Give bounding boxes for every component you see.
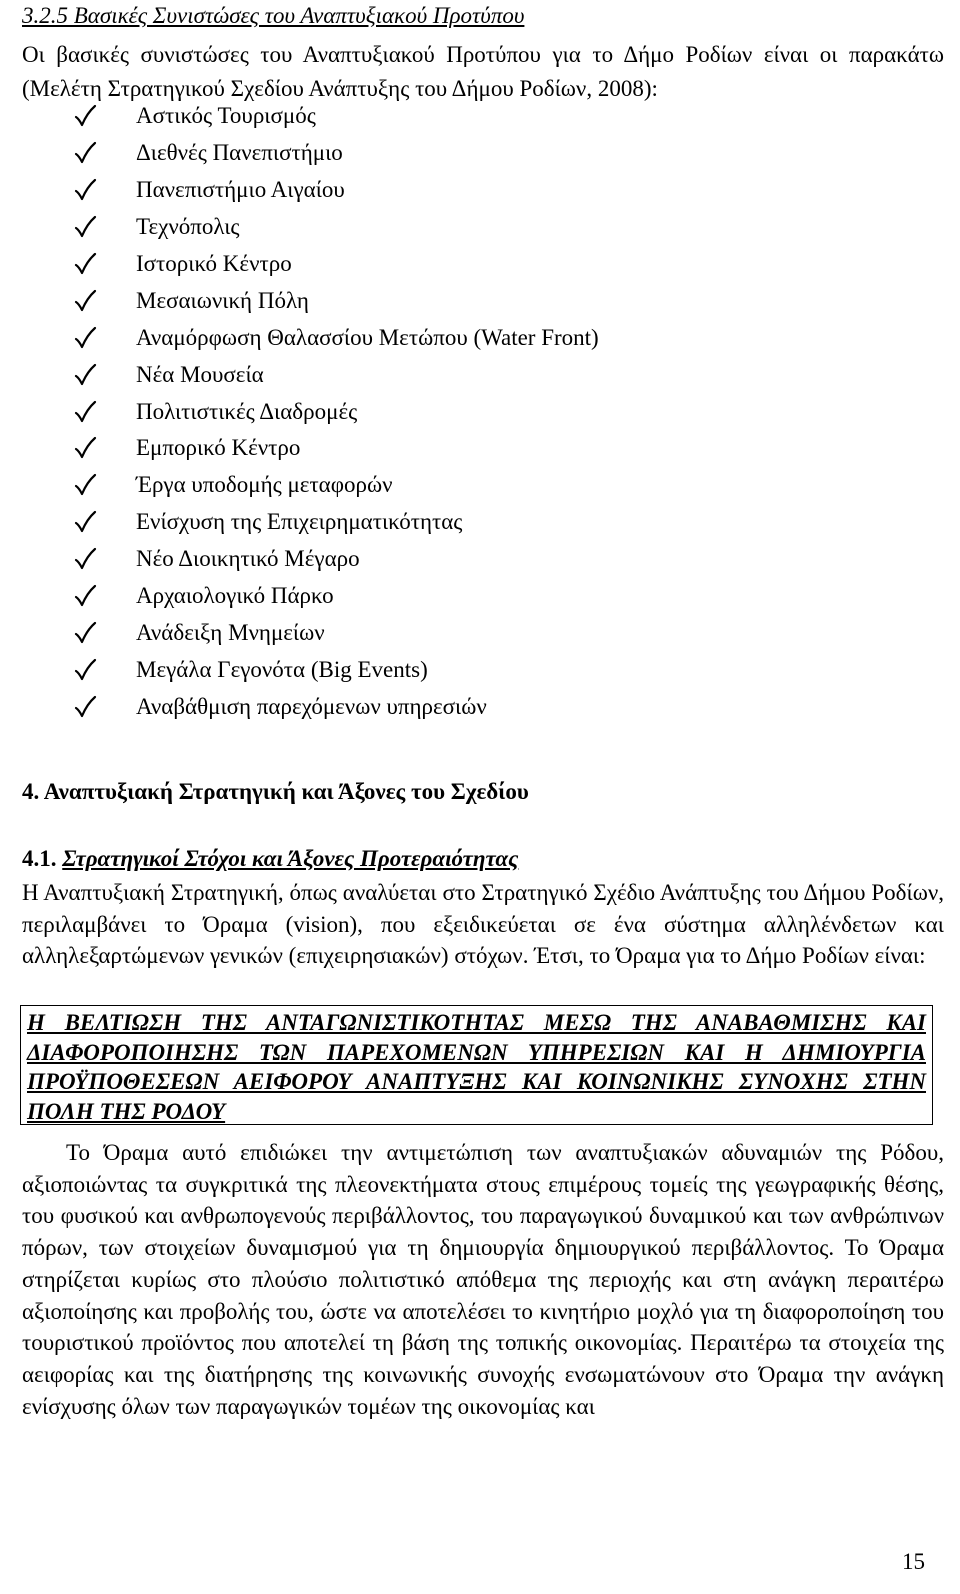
list-item-label: Πολιτιστικές Διαδρομές (136, 398, 358, 424)
list-item (22, 614, 599, 651)
subsection-title (22, 845, 518, 873)
list-item (22, 135, 599, 172)
checkmark-icon (73, 658, 97, 682)
checkmark-icon (73, 178, 97, 202)
checkmark-icon (73, 289, 97, 313)
vision-explanation-paragraph: Το Όραμα αυτό επιδιώκει την αντιμετώπιση των αναπτυξιακών αδυναμιών της Ρόδου, αξιοποιώντας τα συγκριτικά της πλεονεκτήματα στους επιμέρους τομείς της γεωγραφικής θέσης, του φυσικού και ανθρωπογενούς περιβάλλοντος, του παραγωγικού δυναμικού και των ανθρώπινων πόρων, των στοιχείων δυναμισμού για τη δημιουργία δημιουργικού περιβάλλοντος. Το Όραμα στηρίζεται κυρίως στο πλούσιο πολιτιστικό απόθεμα της περιοχής και στη ανάγκη περαιτέρω αξιοποίησης και προβολής του, ώστε να αποτελέσει το κινητήριο μοχλό για τη διαφοροποίηση του τουριστικού προϊόντος που αποτελεί τη βάση της τοπικής οικονομίας. Περαιτέρω τα στοιχεία της αειφορίας και της διατήρησης της κοινωνικής συνοχής ενσωματώνουν στο Όραμα την ανάγκη ενίσχυσης όλων των παραγωγικών τομέων της οικονομίας και (22, 1140, 944, 1419)
list-item-label: Πανεπιστήμιο Αιγαίου (136, 177, 345, 203)
vision-statement: Η ΒΕΛΤΙΩΣΗ ΤΗΣ ΑΝΤΑΓΩΝΙΣΤΙΚΟΤΗΤΑΣ ΜΕΣΩ ΤΗΣ ΑΝΑΒΑΘΜΙΣΗΣ ΚΑΙ ΔΙΑΦΟΡΟΠΟΙΗΣΗΣ ΤΩΝ ΠΑΡΕΧΟΜΕΝΩΝ ΥΠΗΡΕΣΙΩΝ ΚΑΙ Η ΔΗΜΙΟΥΡΓΙΑ ΠΡΟΫΠΟΘΕΣΕΩΝ ΑΕΙΦΟΡΟΥ ΑΝΑΠΤΥΞΗΣ ΚΑΙ ΚΟΙΝΩΝΙΚΗΣ ΣΥΝΟΧΗΣ ΣΤΗΝ ΠΟΛΗ ΤΗΣ ΡΟΔΟΥ (27, 1010, 926, 1124)
subsection-number: 4.1. (22, 846, 57, 871)
list-item (22, 467, 599, 504)
checkmark-icon (73, 400, 97, 424)
list-item-label: Ενίσχυση της Επιχειρηματικότητας (136, 509, 463, 535)
list-item (22, 393, 599, 430)
list-item-label: Εμπορικό Κέντρο (136, 435, 301, 461)
checkmark-icon (73, 695, 97, 719)
strategy-paragraph: Η Αναπτυξιακή Στρατηγική, όπως αναλύεται στο Στρατηγικό Σχέδιο Ανάπτυξης του Δήμου Ροδίων, περιλαμβάνει το Όραμα (vision), που εξειδικεύεται σε ένα σύστημα αλληλένδετων και αλληλεξαρτώμενων γενικών (επιχειρησιακών) στόχων. Έτσι, το Όραμα για το Δήμο Ροδίων είναι: (22, 880, 944, 969)
intro-paragraph: Οι βασικές συνιστώσες του Αναπτυξιακού Προτύπου για το Δήμο Ροδίων είναι οι παρακάτω (Μελέτη Στρατηγικού Σχεδίου Ανάπτυξης του Δήμου Ροδίων, 2008): (22, 42, 944, 101)
list-item-label: Τεχνόπολις (136, 214, 240, 240)
section-heading: 3.2.5 Βασικές Συνιστώσες του Αναπτυξιακού Προτύπου (22, 3, 525, 28)
list-item (22, 578, 599, 615)
list-item (22, 282, 599, 319)
list-item (22, 246, 599, 283)
checkmark-icon (73, 141, 97, 165)
vision-box (20, 1005, 933, 1125)
checkmark-icon (73, 215, 97, 239)
checkmark-icon (73, 326, 97, 350)
checkmark-icon (73, 436, 97, 460)
checkmark-icon (73, 104, 97, 128)
list-item (22, 172, 599, 209)
checkmark-icon (73, 363, 97, 387)
list-item-label: Μεγάλα Γεγονότα (Big Events) (136, 656, 428, 682)
list-item-label: Μεσαιωνική Πόλη (136, 287, 309, 313)
list-item-label: Έργα υποδομής μεταφορών (136, 472, 393, 498)
subsection-title-text: Στρατηγικοί Στόχοι και Άξονες Προτεραιότητας (62, 846, 519, 871)
list-item (22, 319, 599, 356)
list-item (22, 651, 599, 688)
list-item-label: Αστικός Τουρισμός (136, 103, 316, 129)
chapter-title: 4. Αναπτυξιακή Στρατηγική και Άξονες του Σχεδίου (22, 779, 529, 804)
list-item-label: Αναβάθμιση παρεχόμενων υπηρεσιών (136, 693, 487, 719)
checkmark-icon (73, 473, 97, 497)
list-item-label: Αναμόρφωση Θαλασσίου Μετώπου (Water Front) (136, 324, 599, 350)
components-checklist (22, 98, 599, 725)
checkmark-icon (73, 621, 97, 645)
list-item (22, 688, 599, 725)
checkmark-icon (73, 584, 97, 608)
list-item-label: Νέα Μουσεία (136, 361, 264, 387)
list-item-label: Αρχαιολογικό Πάρκο (136, 583, 334, 609)
list-item (22, 430, 599, 467)
list-item-label: Νέο Διοικητικό Μέγαρο (136, 546, 360, 572)
list-item (22, 98, 599, 135)
page-number: 15 (902, 1549, 925, 1574)
list-item-label: Ιστορικό Κέντρο (136, 251, 292, 276)
list-item (22, 209, 599, 246)
list-item (22, 504, 599, 541)
list-item-label: Ανάδειξη Μνημείων (136, 619, 325, 645)
list-item-label: Διεθνές Πανεπιστήμιο (136, 140, 343, 166)
checkmark-icon (73, 252, 97, 276)
checkmark-icon (73, 510, 97, 534)
checkmark-icon (73, 547, 97, 571)
list-item (22, 541, 599, 578)
list-item (22, 356, 599, 393)
